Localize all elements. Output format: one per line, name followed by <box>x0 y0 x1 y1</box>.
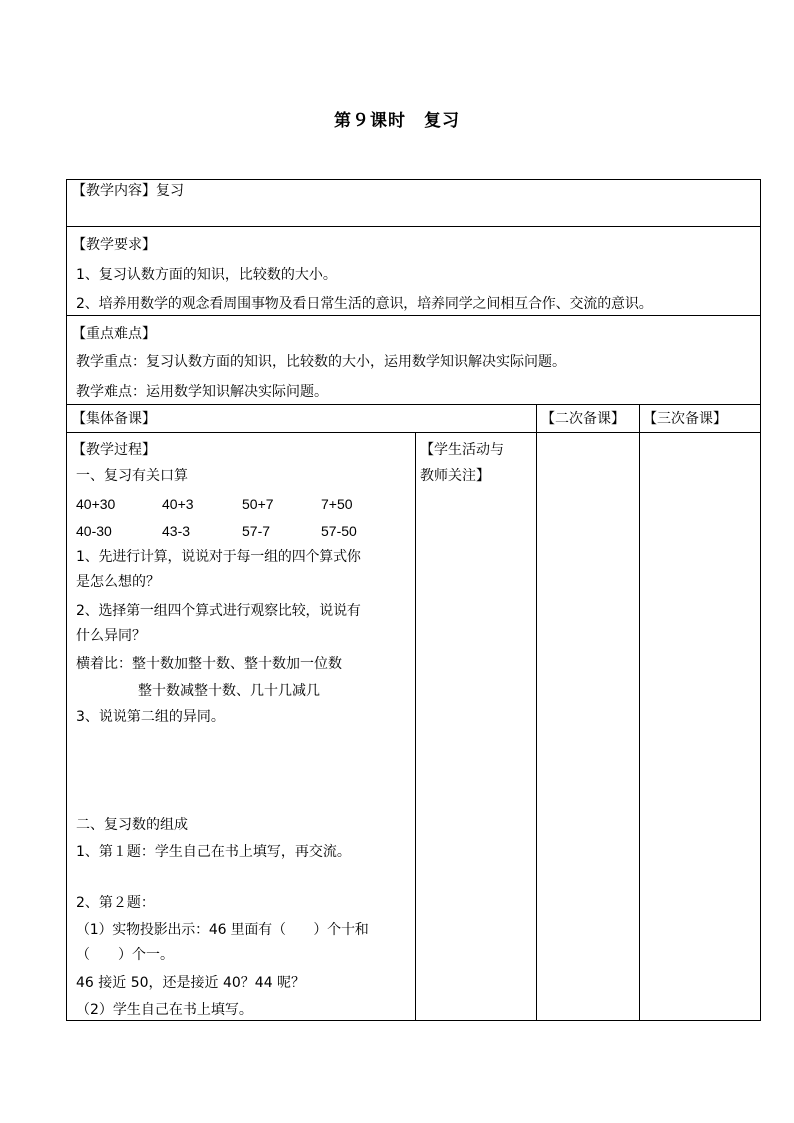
problem-line: （1）实物投影出示：46 里面有（ ）个十和 <box>76 922 369 938</box>
problem-line: 46 接近 50，还是接近 40？44 呢？ <box>76 975 306 991</box>
content-value: 复习 <box>156 183 184 199</box>
problem-line: （ ）个一。 <box>76 947 174 963</box>
key-points-header: 【重点难点】 <box>72 326 156 342</box>
equation: 40-30 <box>76 523 112 539</box>
activity-header: 教师关注】 <box>420 468 490 484</box>
page-title: 第９课时 复习 <box>334 111 460 131</box>
comparison-line: 横着比：整十数加整十数、整十数加一位数 <box>76 656 342 672</box>
problem-line: 2、第２题： <box>76 895 155 911</box>
table-rule <box>536 404 537 1021</box>
requirement-item: 1、复习认数方面的知识，比较数的大小。 <box>76 267 337 283</box>
problem-line: 1、第１题：学生自己在书上填写，再交流。 <box>76 844 351 860</box>
question: 3、说说第二组的异同。 <box>76 709 225 725</box>
content-row <box>72 181 184 201</box>
third-prep-header: 【三次备课】 <box>643 411 727 427</box>
equation: 57-50 <box>321 523 357 539</box>
problem-line: （2）学生自己在书上填写。 <box>76 1002 253 1018</box>
equation: 50+7 <box>242 496 274 512</box>
content-header: 【教学内容】 <box>72 183 156 199</box>
table-rule <box>66 179 67 1021</box>
table-rule <box>66 315 761 316</box>
table-rule <box>66 1020 761 1021</box>
table-rule <box>760 179 761 1021</box>
table-rule <box>415 432 416 1021</box>
table-rule <box>66 179 761 180</box>
comparison-line: 整十数减整十数、几十几减几 <box>138 683 320 699</box>
group-prep-header: 【集体备课】 <box>72 411 156 427</box>
table-rule <box>639 404 640 1021</box>
difficult-point: 教学难点：运用数学知识解决实际问题。 <box>76 384 328 400</box>
question: 是怎么想的？ <box>76 574 160 590</box>
section-heading: 二、复习数的组成 <box>76 817 188 833</box>
table-rule <box>66 432 761 433</box>
equation: 40+30 <box>76 496 116 512</box>
equation: 43-3 <box>162 523 191 539</box>
question: 1、先进行计算，说说对于每一组的四个算式你 <box>76 549 361 565</box>
requirement-item: 2、培养用数学的观念看周围事物及看日常生活的意识，培养同学之间相互合作、交流的意识。 <box>76 296 653 312</box>
question: 什么异同？ <box>76 628 146 644</box>
equation: 7+50 <box>321 496 353 512</box>
section-heading: 一、复习有关口算 <box>76 468 188 484</box>
activity-header: 【学生活动与 <box>420 442 504 458</box>
key-point: 教学重点：复习认数方面的知识，比较数的大小，运用数学知识解决实际问题。 <box>76 354 566 370</box>
table-rule <box>66 226 761 227</box>
table-rule <box>66 404 761 405</box>
equation: 57-7 <box>242 523 271 539</box>
requirements-header: 【教学要求】 <box>72 237 156 253</box>
process-header: 【教学过程】 <box>72 442 156 458</box>
question: 2、选择第一组四个算式进行观察比较，说说有 <box>76 603 361 619</box>
equation: 40+3 <box>162 496 194 512</box>
second-prep-header: 【二次备课】 <box>541 411 625 427</box>
